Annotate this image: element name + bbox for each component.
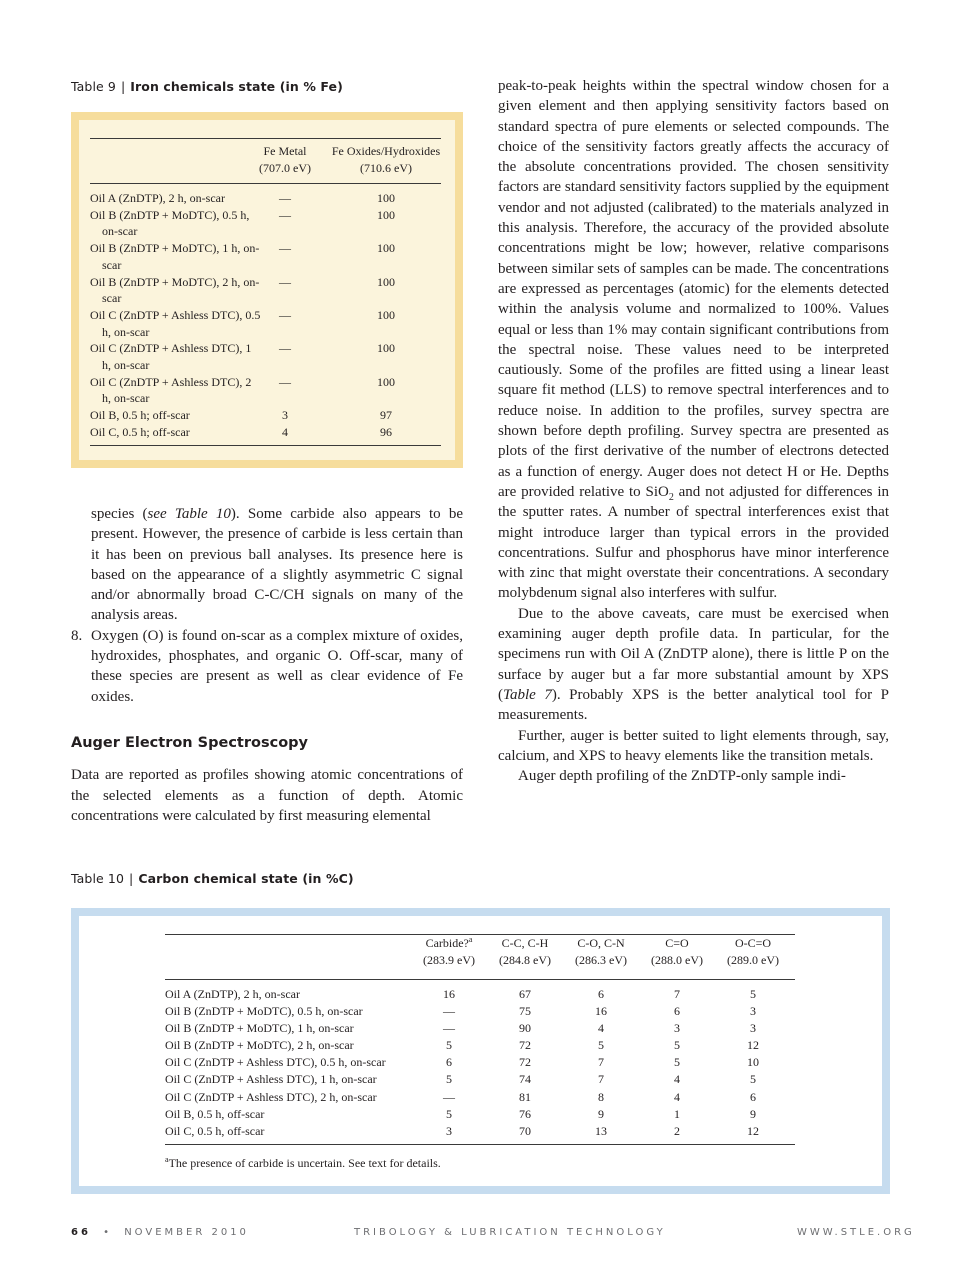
table-row [165,1037,795,1054]
table-row [90,274,441,307]
table-cell: 5 [750,1072,756,1087]
table-cell: 7 [598,1055,604,1070]
cell-fe-oxides: 100 [377,207,395,222]
table-cell: 2 [674,1123,680,1138]
table-cell: 3 [750,1004,756,1019]
table9-header [90,139,441,183]
table-cell: 5 [446,1038,452,1053]
table-cell: 16 [443,987,455,1001]
section-heading: Auger Electron Spectroscopy [71,734,308,751]
table-cell: 75 [519,1004,531,1019]
table-cell: 6 [750,1089,756,1104]
table10-header [165,935,795,979]
row-label: Oil C (ZnDTP + Ashless DTC), 0.5 h, on-scar [165,1055,386,1070]
cell-fe-oxides: 100 [377,274,395,289]
row-label: Oil B, 0.5 h; off-scar [90,408,190,423]
table-cell: — [443,1021,455,1036]
row-label: Oil C (ZnDTP + Ashless DTC), 1 h, on-scar [165,1072,377,1087]
table10 [165,934,795,1172]
cell-fe-oxides: 97 [380,408,392,423]
row-label: Oil B (ZnDTP + MoDTC), 1 h, on-scar [165,1021,354,1036]
list-continuation: species (see Table 10). Some carbide also appears to be present. However, the presence of carbide is less certain than it has been on previous ball analyses. Its presence here is based on the appearance of a slightly asymmetric C signal and/or abnormally broad C-C/CH signals on many of the analysis areas. [91,506,464,624]
table-cell: 6 [598,987,604,1001]
table-row [165,1089,795,1106]
table-cell: 12 [747,1038,759,1053]
table-row [90,407,441,424]
cell-fe-oxides: 96 [380,424,392,439]
table-row [165,1003,795,1020]
table9-box [71,112,463,468]
cell-fe-metal: — [279,307,291,322]
table-row [90,240,441,273]
table-reference[interactable]: Table 7 [503,686,552,703]
table-cell: 70 [519,1123,531,1138]
table-row [165,1054,795,1071]
paragraph: Due to the above caveats, care must be exercised when examining auger depth profile data. In particular, for the specimens run with Oil A (ZnDTP alone), there is little P on the surface by auger but a far more substantial amount by XPS (Table 7). Probably XPS is the better analytical tool for P measurements. [498,605,889,724]
issue-date: NOVEMBER 2010 [124,1227,249,1238]
cell-fe-metal: 4 [282,424,288,439]
table-cell: 76 [519,1106,531,1121]
paragraph: peak-to-peak heights within the spectral window chosen for a given element and then applying sensitivity factors based on standard spectra of pure elements or selected compounds. The choice of the sensitivity factors greatly affects the accuracy of the absolute concentrations provided. The chosen sensitivity factors are standard sensitivity factors supplied by the equipment vendor and not adjusted (calibrated) to the materials analyzed in this analysis. Therefore, the accuracy of the provided absolute concentrations might be low; however, relative comparisons between similar sets of samples can be made. The concentrations are expressed as percentages (atomic) for the elements detected within the analysis volume and normalized to 100%. Values equal or less than 1% may contain significant contributions from the spectral noise. These values need to be interpreted cautiously. Some of the profiles are fitted using a linear least square fit method (LLS) to remove spectral interferences and to reduce noise. In addition to the profiles, survey spectra are shown before depth profiling. Survey spectra are presented as plots of the first derivative of the number of electrons detected as a function of energy. Auger does not detect H or He. Depths are provided relative to SiO$_2$ and not adjusted for differences in the sputter rates. A number of spectral interferences exist that might introduce larger than typical errors in the provided concentrations. Sulfur and phosphorus have minor interference with zinc that might overstate their concentrations. A secondary molybdenum signal also interferes with sulfur. [498,78,889,602]
row-label: Oil B (ZnDTP + MoDTC), 2 h, on-scar [165,1038,354,1053]
row-label: Oil A (ZnDTP), 2 h, on-scar [90,191,225,205]
row-label: Oil A (ZnDTP), 2 h, on-scar [165,987,300,1001]
table-cell: 72 [519,1055,531,1070]
table-cell: 5 [674,1055,680,1070]
table-reference[interactable]: see Table 10 [147,506,231,522]
table-cell: 9 [750,1106,756,1121]
cell-fe-oxides: 100 [377,374,395,389]
row-label: Oil B (ZnDTP + MoDTC), 0.5 h, on-scar [90,207,250,239]
cell-fe-metal: 3 [282,408,288,423]
footer-bullet: • [103,1227,113,1238]
cell-fe-metal: — [279,274,291,289]
table10-col-header: C=O (288.0 eV) [651,936,703,967]
table-cell: — [443,1089,455,1104]
table-row [90,374,441,407]
table-cell: 6 [674,1004,680,1019]
auger-paragraph: Data are reported as profiles showing atomic concentrations of the selected elements as a function of depth. Atomic concentrations were calculated by first measuring elemental [71,767,463,824]
table10-footnote: $^a$The presence of carbide is uncertain. See text for details. [165,1154,441,1170]
footer-left [71,1227,249,1238]
cell-fe-metal: — [279,207,291,222]
row-label: Oil B, 0.5 h, off-scar [165,1106,265,1121]
row-label: Oil C (ZnDTP + Ashless DTC), 2 h, on-scar [90,374,252,406]
table-cell: — [443,1004,455,1019]
table10-col-header: C-O, C-N (286.3 eV) [575,936,627,967]
table-cell: 1 [674,1106,680,1121]
table-row [165,1106,795,1123]
row-label: Oil C (ZnDTP + Ashless DTC), 1 h, on-scar [90,341,252,373]
website-link[interactable]: WWW.STLE.ORG [797,1227,915,1238]
cell-fe-metal: — [279,241,291,256]
table-row [165,1020,795,1037]
table9-label: Table 9 [71,79,116,94]
table10-col-header: Carbide?$^a$ (283.9 eV) [423,935,475,967]
table10-title: Carbon chemical state (in %C) [138,871,354,886]
table-cell: 10 [747,1055,759,1070]
table-cell: 6 [446,1055,452,1070]
table-cell: 5 [598,1038,604,1053]
publication-name: TRIBOLOGY & LUBRICATION TECHNOLOGY [354,1227,666,1238]
table-cell: 4 [598,1021,604,1036]
page-number: 66 [71,1227,91,1238]
table-cell: 12 [747,1123,759,1138]
cell-fe-metal: — [279,341,291,356]
cell-fe-oxides: 100 [377,191,395,205]
table10-box [71,908,890,1194]
table10-body [165,980,795,1144]
table10-caption: Table 10 | Carbon chemical state (in %C) [71,871,354,886]
table-row [90,307,441,340]
table-cell: 9 [598,1106,604,1121]
cell-fe-oxides: 100 [377,241,395,256]
table10-col-header: C-C, C-H (284.8 eV) [499,936,551,967]
table-cell: 67 [519,987,531,1001]
table-cell: 72 [519,1038,531,1053]
table-cell: 16 [595,1004,607,1019]
row-label: Oil B (ZnDTP + MoDTC), 1 h, on-scar [90,241,260,272]
table-cell: 5 [750,987,756,1001]
paragraph: Auger depth profiling of the ZnDTP-only sample indi- [518,768,846,785]
table-cell: 3 [446,1123,452,1138]
row-label: Oil C, 0.5 h; off-scar [90,424,190,439]
table-cell: 81 [519,1089,531,1104]
table-cell: 3 [674,1021,680,1036]
table9-col-header: Fe Metal (707.0 eV) [259,144,311,175]
table-cell: 3 [750,1021,756,1036]
table-cell: 8 [598,1089,604,1104]
table10-col-header: O-C=O (289.0 eV) [727,936,779,967]
table-cell: 13 [595,1123,607,1138]
left-column [71,504,463,826]
table9-col-header: Fe Oxides/Hydroxides (710.6 eV) [331,144,441,175]
table-cell: 5 [674,1038,680,1053]
row-label: Oil C, 0.5 h, off-scar [165,1123,265,1138]
right-column [498,76,889,786]
table-cell: 74 [519,1072,531,1087]
table9-body [90,184,441,445]
cell-fe-oxides: 100 [377,341,395,356]
cell-fe-oxides: 100 [377,307,395,322]
row-label: Oil C (ZnDTP + Ashless DTC), 2 h, on-scar [165,1089,377,1104]
list-item-8: 8. Oxygen (O) is found on-scar as a complex mixture of oxides, hydroxides, phosphates, and organic O. Off-scar, many of these species are present as well as clear evidence of Fe oxides. [71,627,463,705]
paragraph: Further, auger is better suited to light elements through, say, calcium, and XPS to heavy elements like the transition metals. [498,727,889,764]
table-row [90,207,441,240]
row-label: Oil B (ZnDTP + MoDTC), 0.5 h, on-scar [165,1004,363,1019]
table-cell: 5 [446,1072,452,1087]
table-cell: 7 [598,1072,604,1087]
table-cell: 4 [674,1089,680,1104]
table-row [90,190,441,207]
table-cell: 90 [519,1021,531,1036]
table-cell: 7 [674,987,680,1001]
table9-title: Iron chemicals state (in % Fe) [130,79,343,94]
table9-caption: Table 9 | Iron chemicals state (in % Fe) [71,79,343,94]
table-row [90,340,441,373]
table-row [165,1123,795,1140]
table-cell: 5 [446,1106,452,1121]
cell-fe-metal: — [279,374,291,389]
table9 [90,138,441,446]
row-label: Oil B (ZnDTP + MoDTC), 2 h, on-scar [90,274,260,306]
table-row [165,1071,795,1088]
table-row [165,986,795,1003]
table-cell: 4 [674,1072,680,1087]
table10-label: Table 10 [71,871,125,886]
row-label: Oil C (ZnDTP + Ashless DTC), 0.5 h, on-scar [90,307,261,339]
table-row [90,424,441,441]
cell-fe-metal: — [279,191,291,205]
